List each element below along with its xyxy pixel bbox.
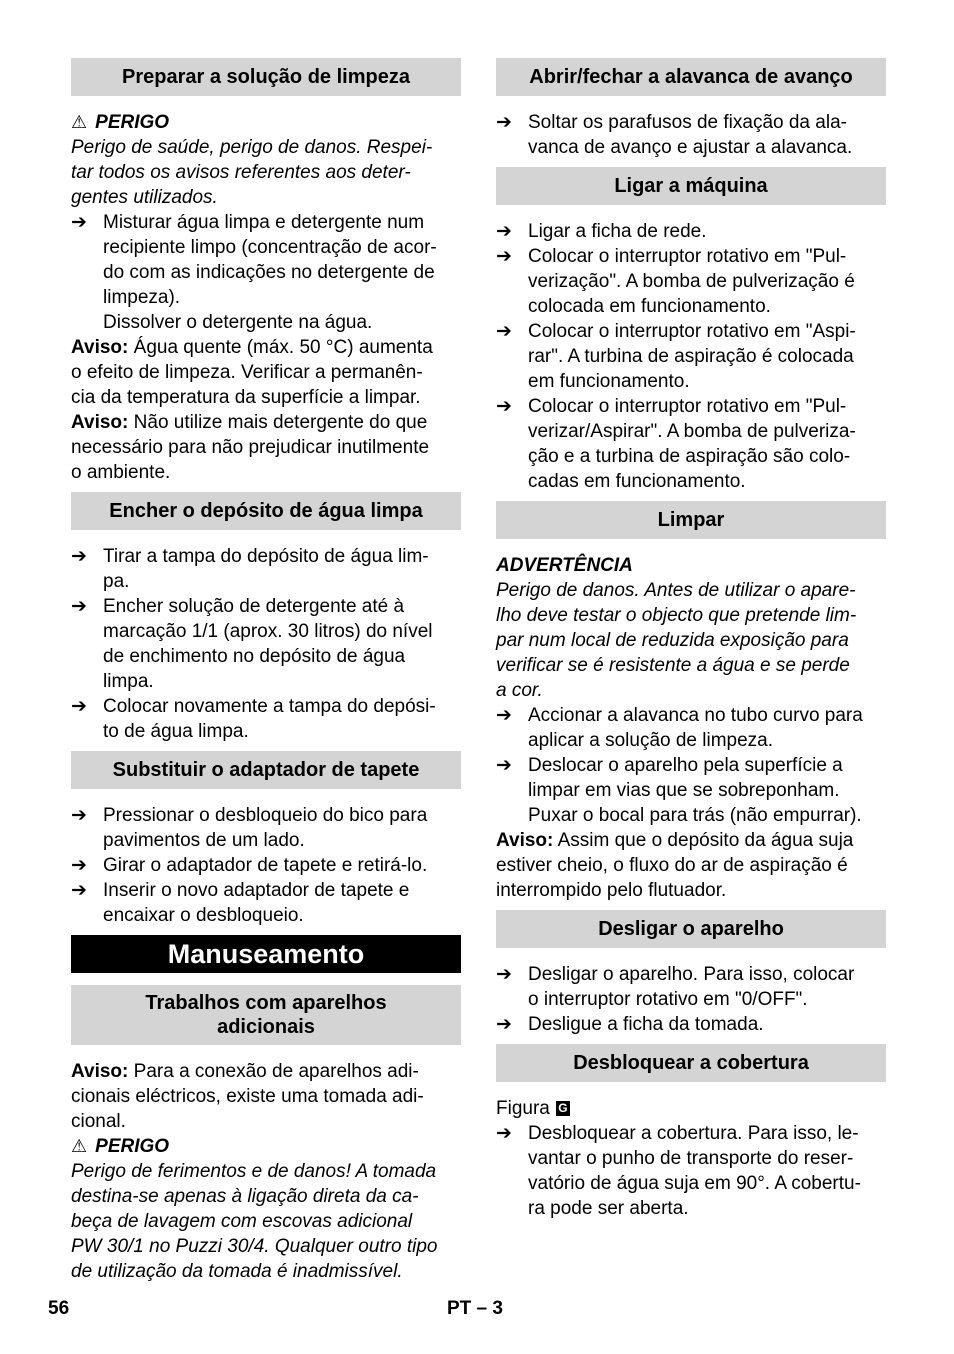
language-page-label: PT – 3	[447, 1298, 503, 1319]
step-item: ➔ Desligue a ficha da tomada.	[496, 1014, 764, 1035]
arrow-right-icon: ➔	[496, 755, 512, 776]
note-paragraph: Aviso: Para a conexão de aparelhos adi- cionais eléctricos, existe uma tomada adi- cional.	[71, 1061, 424, 1132]
warning-title: ⚠ PERIGO	[71, 112, 170, 133]
step-item: ➔ Tirar a tampa do depósito de água lim- pa.	[71, 546, 429, 592]
arrow-right-icon: ➔	[496, 1014, 512, 1035]
section-heading: Ligar a máquina	[496, 167, 886, 205]
step-subtext: Puxar o bocal para trás (não empurrar).	[528, 805, 862, 826]
warning-title: ⚠ PERIGO	[71, 1136, 170, 1157]
arrow-right-icon: ➔	[496, 246, 512, 267]
step-item: ➔ Desligar o aparelho. Para isso, colocar o interruptor rotativo em "0/OFF".	[496, 964, 855, 1010]
section-heading: Limpar	[496, 501, 886, 539]
step-item: ➔ Deslocar o aparelho pela superfície a limpar em vias que se sobreponham.	[496, 755, 843, 801]
step-item: ➔ Pressionar o desbloqueio do bico para pavimentos de um lado.	[71, 805, 428, 851]
arrow-right-icon: ➔	[71, 212, 87, 233]
warning-triangle-icon: ⚠	[71, 1136, 88, 1156]
step-item: ➔ Encher solução de detergente até à marcação 1/1 (aprox. 30 litros) do nível de enchimento no depósito de água limpa.	[71, 596, 433, 692]
arrow-right-icon: ➔	[71, 696, 87, 717]
section-heading: Encher o depósito de água limpa	[71, 492, 461, 530]
warning-title: ADVERTÊNCIA	[496, 555, 633, 576]
note-paragraph: Aviso: Água quente (máx. 50 °C) aumenta o efeito de limpeza. Verificar a permanên- cia da temperatura da superfície a limpar.	[71, 337, 433, 408]
step-item: ➔ Misturar água limpa e detergente num recipiente limpo (concentração de acor- do com as indicações no detergente de limpeza).	[71, 212, 437, 308]
step-item: ➔ Girar o adaptador de tapete e retirá-lo.	[71, 855, 428, 876]
arrow-right-icon: ➔	[496, 321, 512, 342]
step-item: ➔ Colocar novamente a tampa do depósi- to de água limpa.	[71, 696, 436, 742]
arrow-right-icon: ➔	[71, 596, 87, 617]
figure-reference: Figura G	[496, 1096, 886, 1121]
section-heading: Desbloquear a cobertura	[496, 1044, 886, 1082]
section-heading: Trabalhos com aparelhos adicionais	[71, 985, 461, 1045]
section-heading: Desligar o aparelho	[496, 910, 886, 948]
right-column	[496, 58, 886, 1221]
page-number: 56	[48, 1298, 70, 1319]
arrow-right-icon: ➔	[496, 112, 512, 133]
arrow-right-icon: ➔	[496, 396, 512, 417]
step-item: ➔ Colocar o interruptor rotativo em "Aspi- rar". A turbina de aspiração é colocada em funcionamento.	[496, 321, 856, 392]
arrow-right-icon: ➔	[496, 705, 512, 726]
warning-text: Perigo de danos. Antes de utilizar o apare- lho deve testar o objecto que pretende lim- par num local de reduzida exposição para verificar se é resistente a água e se perde a cor.	[496, 580, 857, 701]
figure-g-icon: G	[556, 1101, 570, 1116]
section-heading: Substituir o adaptador de tapete	[71, 751, 461, 789]
warning-text: Perigo de ferimentos e de danos! A tomada destina-se apenas à ligação direta da ca- beça de lavagem com escovas adicional PW 30/1 no Puzzi 30/4. Qualquer outro tipo de utilização da tomada é inadmissível.	[71, 1161, 438, 1282]
step-item: ➔ Colocar o interruptor rotativo em "Pul- verização". A bomba de pulverização é colocada em funcionamento.	[496, 246, 855, 317]
step-item: ➔ Desbloquear a cobertura. Para isso, le- vantar o punho de transporte do reser- vatório de água suja em 90°. A cobertu- ra pode ser aberta.	[496, 1123, 861, 1219]
warning-text: Perigo de saúde, perigo de danos. Respei- tar todos os avisos referentes aos deter- gentes utilizados.	[71, 137, 433, 208]
note-paragraph: Aviso: Não utilize mais detergente do que necessário para não prejudicar inutilmente o ambiente.	[71, 412, 430, 483]
arrow-right-icon: ➔	[496, 221, 512, 242]
section-heading: Preparar a solução de limpeza	[71, 58, 461, 96]
step-subtext: Dissolver o detergente na água.	[103, 312, 373, 333]
step-item: ➔ Soltar os parafusos de fixação da ala- vanca de avanço e ajustar a alavanca.	[496, 112, 853, 158]
arrow-right-icon: ➔	[496, 1123, 512, 1144]
arrow-right-icon: ➔	[496, 964, 512, 985]
warning-triangle-icon: ⚠	[71, 112, 88, 132]
arrow-right-icon: ➔	[71, 855, 87, 876]
arrow-right-icon: ➔	[71, 805, 87, 826]
section-heading: Abrir/fechar a alavanca de avanço	[496, 58, 886, 96]
step-item: ➔ Accionar a alavanca no tubo curvo para aplicar a solução de limpeza.	[496, 705, 863, 751]
step-item: ➔ Colocar o interruptor rotativo em "Pul- verizar/Aspirar". A bomba de pulveriza- ção e a turbina de aspiração são colo- cadas em funcionamento.	[496, 396, 856, 492]
step-item: ➔ Ligar a ficha de rede.	[496, 221, 707, 242]
arrow-right-icon: ➔	[71, 880, 87, 901]
chapter-heading: Manuseamento	[71, 935, 461, 973]
note-paragraph: Aviso: Assim que o depósito da água suja estiver cheio, o fluxo do ar de aspiração é interrompido pelo flutuador.	[496, 830, 854, 901]
left-column	[71, 58, 461, 1284]
step-item: ➔ Inserir o novo adaptador de tapete e encaixar o desbloqueio.	[71, 880, 410, 926]
arrow-right-icon: ➔	[71, 546, 87, 567]
